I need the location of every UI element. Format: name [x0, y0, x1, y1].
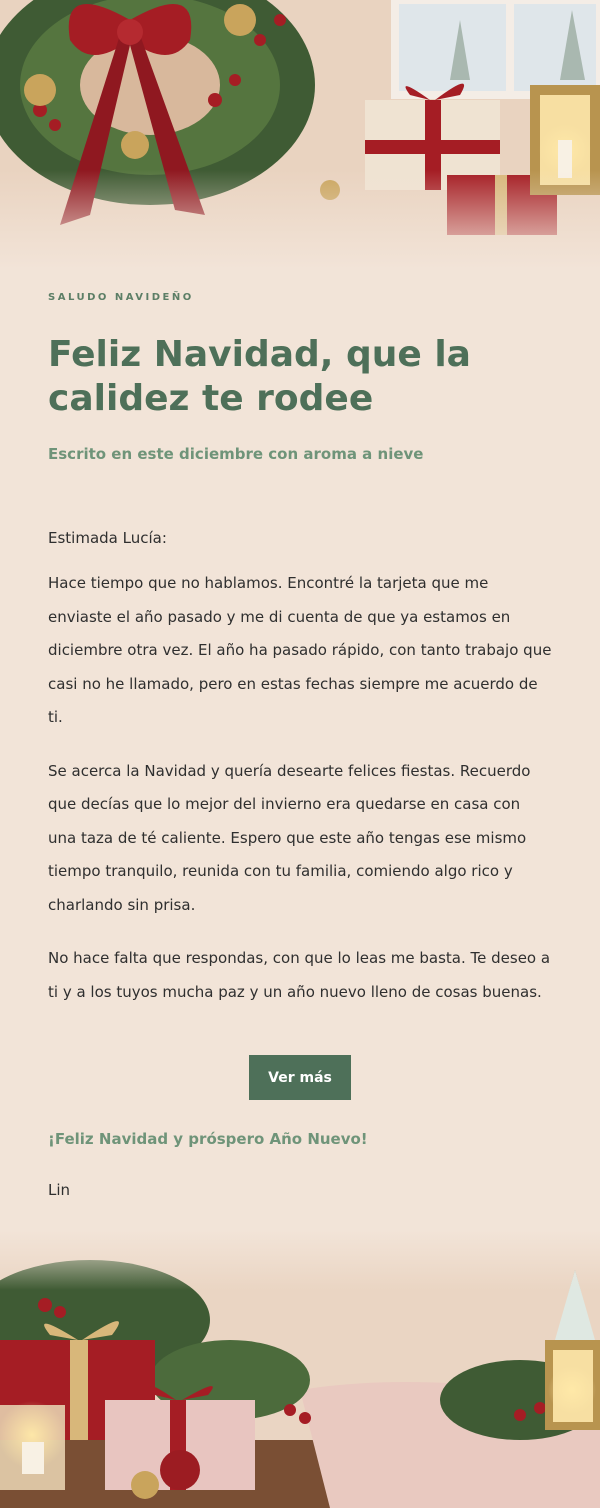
letter-paragraph-1: Hace tiempo que no hablamos. Encontré la tarjeta que me enviaste el año pasado y me di cuenta de que ya estamos en diciembre otra vez. El año ha pasado rápido, con tanto trabajo que casi no he llamado, pero en estas fechas siempre me acuerdo de ti. — [48, 574, 552, 726]
letter-paragraph-3: No hace falta que respondas, con que lo leas me basta. Te deseo a ti y a los tuyos mucha paz y un año nuevo lleno de cosas buenas. — [48, 949, 551, 1001]
christmas-wreath-banner — [0, 0, 600, 270]
button-container — [48, 1055, 552, 1100]
kicker-label: SALUDO NAVIDEÑO — [48, 292, 194, 303]
closing-line: ¡Feliz Navidad y próspero Año Nuevo! — [48, 1130, 368, 1148]
page-title: Feliz Navidad, que la calidez te rodee — [48, 334, 471, 419]
greeting: Estimada Lucía: — [48, 529, 167, 547]
letter-content — [48, 292, 552, 1199]
letter-paragraph-2: Se acerca la Navidad y quería desearte felices fiestas. Recuerdo que decías que lo mejor del invierno era quedarse en casa con una taza de té caliente. Espero que este año tengas ese mismo tiempo tranquilo, reunida con tu familia, comiendo algo rico y charlando sin prisa. — [48, 761, 531, 914]
see-more-button[interactable]: Ver más — [249, 1055, 351, 1100]
signature: Lin — [48, 1181, 71, 1199]
christmas-gifts-banner — [0, 1230, 600, 1508]
subtitle: Escrito en este diciembre con aroma a nieve — [48, 445, 424, 463]
